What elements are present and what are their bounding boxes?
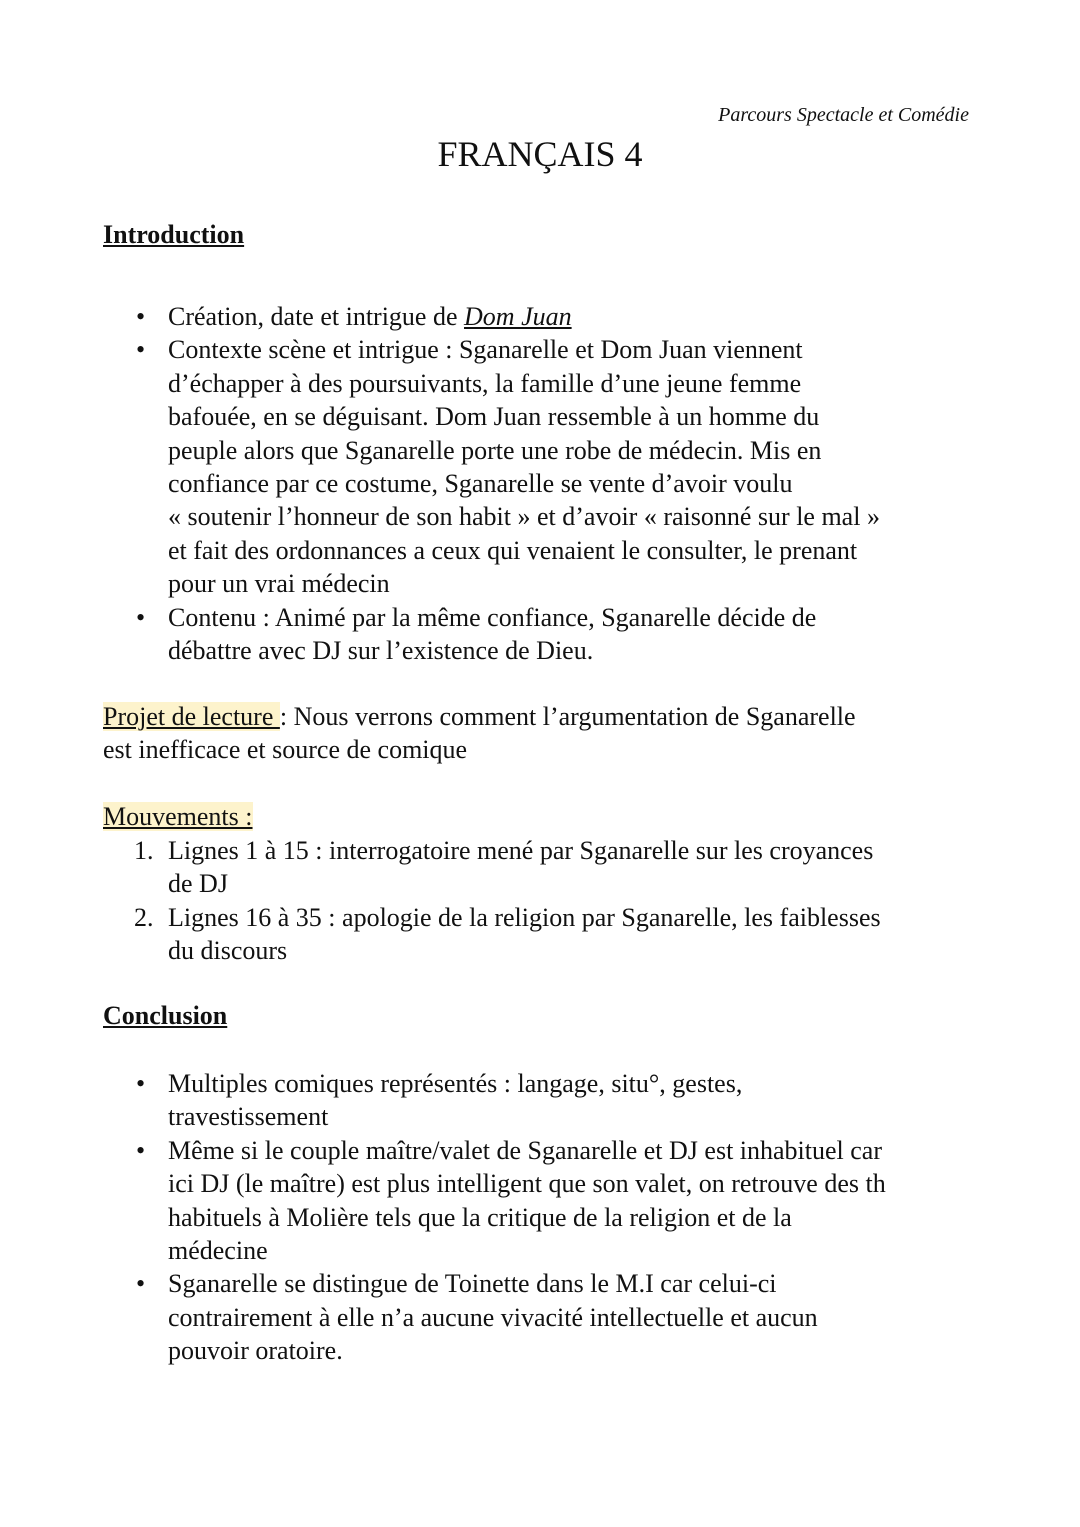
item-line: « soutenir l’honneur de son habit » et d’avoir « raisonné sur le mal » (168, 502, 880, 532)
projet-label: Projet de lecture (103, 702, 280, 731)
item-number: 2. (134, 902, 154, 932)
item-text: Création, date et intrigue de (168, 302, 465, 331)
item-line: confiance par ce costume, Sganarelle se vente d’avoir voulu (168, 468, 793, 498)
item-line: médecine (168, 1235, 268, 1265)
item-line: Lignes 16 à 35 : apologie de la religion par Sganarelle, les faiblesses (168, 902, 881, 932)
item-line: bafouée, en se déguisant. Dom Juan ressemble à un homme du (168, 402, 820, 432)
course-subtitle: Parcours Spectacle et Comédie (718, 104, 969, 126)
bullet: • (136, 1069, 146, 1098)
item-line: travestissement (168, 1102, 329, 1132)
list-item (136, 1067, 886, 1134)
item-line: pouvoir oratoire. (168, 1336, 343, 1366)
mouvements-label: Mouvements : (103, 802, 253, 831)
conclusion-heading: Conclusion (103, 1001, 228, 1030)
projet-de-lecture (103, 700, 856, 767)
item-line: habituels à Molière tels que la critique de la religion et de la (168, 1202, 792, 1232)
item-line: peuple alors que Sganarelle porte une robe de médecin. Mis en (168, 435, 822, 465)
item-line: ici DJ (le maître) est plus intelligent que son valet, on retrouve des th (168, 1169, 886, 1199)
dom-juan-title: Dom Juan (464, 302, 572, 331)
list-item (134, 834, 881, 901)
mouvements-heading (103, 800, 253, 833)
list-item (136, 1134, 886, 1268)
bullet: • (136, 1269, 146, 1299)
item-line: de DJ (168, 869, 228, 899)
bullet: • (136, 1135, 146, 1165)
item-line: Sganarelle se distingue de Toinette dans le M.I car celui-ci (168, 1269, 777, 1299)
item-number: 1. (134, 836, 154, 865)
item-line: et fait des ordonnances a ceux qui venaient le consulter, le prenant (168, 535, 858, 565)
item-line: Même si le couple maître/valet de Sganarelle et DJ est inhabituel car (168, 1135, 883, 1165)
bullet: • (136, 302, 146, 331)
projet-text: : Nous verrons comment l’argumentation de Sganarelle (279, 702, 856, 731)
list-item (136, 300, 880, 333)
item-line: pour un vrai médecin (168, 569, 390, 599)
page-title: FRANÇAIS 4 (437, 134, 643, 174)
item-line: Lignes 1 à 15 : interrogatoire mené par Sganarelle sur les croyances (168, 836, 874, 865)
bullet: • (136, 602, 146, 632)
item-line: Contexte scène et intrigue : Sganarelle et Dom Juan viennent (168, 335, 803, 365)
mouvements-list (134, 834, 881, 968)
projet-text: est inefficace et source de comique (103, 735, 468, 765)
list-item (134, 901, 881, 968)
item-line: du discours (168, 936, 288, 966)
item-line: contrairement à elle n’a aucune vivacité intellectuelle et aucun (168, 1302, 818, 1332)
bullet: • (136, 335, 146, 365)
item-line: Contenu : Animé par la même confiance, Sganarelle décide de (168, 602, 817, 632)
introduction-list (136, 300, 880, 667)
conclusion-list (136, 1067, 886, 1368)
list-item (136, 1267, 886, 1367)
item-line: d’échapper à des poursuivants, la famille d’une jeune femme (168, 368, 802, 398)
introduction-heading: Introduction (103, 220, 245, 249)
list-item (136, 601, 880, 668)
item-line: débattre avec DJ sur l’existence de Dieu. (168, 635, 594, 665)
item-line: Multiples comiques représentés : langage, situ°, gestes, (168, 1069, 743, 1098)
list-item (136, 333, 880, 600)
